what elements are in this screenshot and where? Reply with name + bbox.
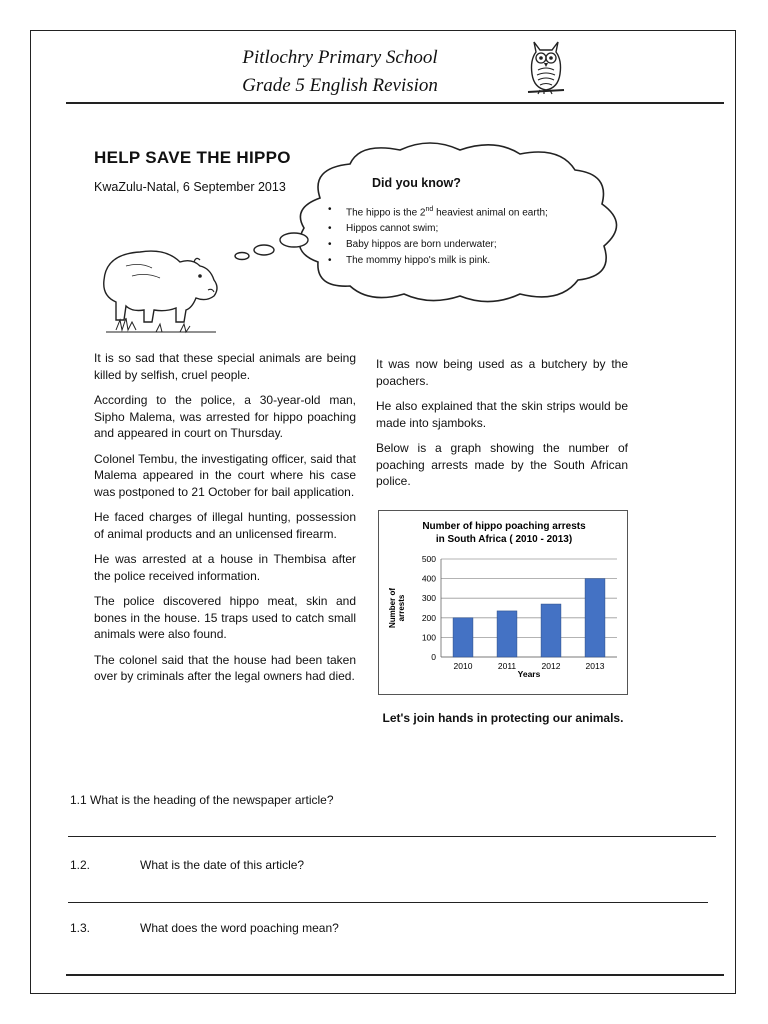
article-paragraph: Colonel Tembu, the investigating officer, said that Malema appeared in the court where his case was postponed to 21 October for bail application.: [94, 451, 356, 499]
y-axis-label-line: arrests: [397, 594, 406, 622]
arrests-bar-chart: [379, 511, 629, 696]
article-dateline: KwaZulu-Natal, 6 September 2013: [94, 180, 286, 194]
article-paragraph: According to the police, a 30-year-old man, Sipho Malema, was arrested for hippo poaching and appeared in court on Thursday.: [94, 393, 356, 440]
article-paragraph: The colonel said that the house had been taken over by criminals after the legal owners had died.: [94, 652, 356, 683]
hippo-illustration-icon: [96, 236, 226, 336]
article-paragraph: He also explained that the skin strips would be made into sjamboks.: [376, 399, 628, 430]
worksheet-header: [190, 44, 490, 100]
article-paragraph: It was now being used as a butchery by the poachers.: [376, 357, 628, 388]
bar: [541, 604, 561, 657]
bar: [453, 618, 473, 657]
y-tick-label: 100: [421, 632, 436, 643]
answer-line-1[interactable]: [68, 836, 716, 837]
x-tick-label: 2010: [453, 661, 473, 671]
article-paragraph: He was arrested at a house in Thembisa after the police received information.: [94, 552, 356, 583]
y-axis-label-line: Number of: [388, 588, 397, 628]
x-tick-label: 2012: [541, 661, 561, 671]
did-you-know-list: [326, 202, 548, 269]
bar: [497, 611, 517, 657]
answer-line-2[interactable]: [68, 902, 708, 903]
article-paragraph: The police discovered hippo meat, skin and bones in the house. 15 traps used to catch small animals were also found.: [94, 594, 356, 641]
fact-item: • Baby hippos are born underwater;: [326, 237, 548, 253]
answer-line-3[interactable]: [66, 974, 724, 976]
y-tick-label: 300: [421, 593, 436, 604]
question-1-1: [70, 793, 334, 807]
article-paragraph: It is so sad that these special animals are being killed by selfish, cruel people.: [94, 351, 356, 382]
chart-title-line: in South Africa ( 2010 - 2013): [435, 534, 573, 545]
y-tick-label: 400: [421, 573, 436, 584]
x-axis-label: Years: [517, 669, 541, 679]
fact-item: • Hippos cannot swim;: [326, 221, 548, 237]
fact-item: • The hippo is the 2nd heaviest animal on earth;: [326, 202, 548, 221]
bar: [585, 579, 605, 657]
y-tick-label: 200: [421, 612, 436, 623]
question-text: 1.1 What is the heading of the newspaper article?: [70, 793, 334, 807]
did-you-know-title: Did you know?: [372, 176, 461, 190]
fact-item: • The mommy hippo's milk is pink.: [326, 253, 548, 269]
article-headline: HELP SAVE THE HIPPO: [94, 148, 291, 167]
article-right-column: [376, 356, 628, 499]
chart-title-line: Number of hippo poaching arrests: [422, 521, 586, 532]
school-name: Pitlochry Primary School: [242, 47, 438, 68]
question-number: 1.2.: [70, 858, 91, 872]
header-divider: [66, 102, 724, 104]
x-tick-label: 2011: [497, 661, 517, 671]
y-tick-label: 0: [431, 652, 436, 662]
article-left-column: [94, 350, 356, 694]
arrests-chart: [378, 510, 628, 695]
owl-logo-icon: [524, 36, 568, 98]
x-tick-label: 2013: [585, 661, 605, 671]
y-axis-label: [388, 588, 406, 628]
article-paragraph: Below is a graph showing the number of poaching arrests made by the South African police.: [376, 441, 628, 488]
question-text: What does the word poaching mean?: [140, 921, 339, 935]
article-paragraph: He faced charges of illegal hunting, possession of animal products and an unlicensed firearm.: [94, 510, 356, 541]
fact-superscript: nd: [425, 206, 434, 213]
question-number: 1.3.: [70, 921, 91, 935]
question-text: What is the date of this article?: [140, 858, 305, 872]
closing-message: Let's join hands in protecting our animals.: [382, 711, 624, 725]
y-tick-label: 500: [421, 554, 436, 564]
worksheet-subtitle: Grade 5 English Revision: [242, 75, 438, 96]
